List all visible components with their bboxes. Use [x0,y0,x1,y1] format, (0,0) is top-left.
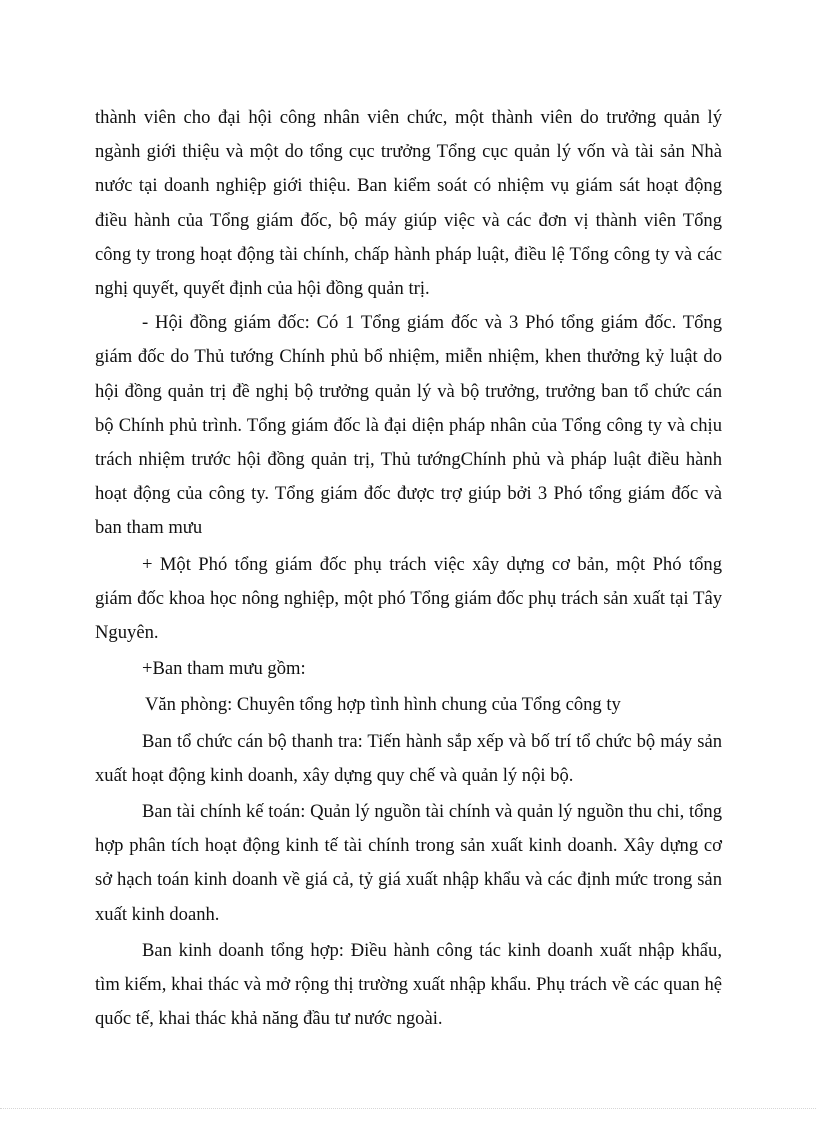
paragraph-ban-kinh-doanh: Ban kinh doanh tổng hợp: Điều hành công tác kinh doanh xuất nhập khẩu, tìm kiếm, khai thác và mở rộng thị trường xuất nhập khẩu. Phụ trách về các quan hệ quốc tế, khai thác khả năng đầu tư nước ngoài. [95,939,722,1030]
document-body [95,101,722,1036]
paragraph-ban-tai-chinh: Ban tài chính kế toán: Quản lý nguồn tài chính và quản lý nguồn thu chi, tổng hợp phân tích hoạt động kinh tế tài chính trong sản xuất kinh doanh. Xây dựng cơ sở hạch toán kinh doanh về giá cả, tỷ giá xuất nhập khẩu và các định mức trong sản xuất kinh doanh. [95,801,722,925]
page-bottom-border [0,1108,816,1109]
paragraph-van-phong: Văn phòng: Chuyên tổng hợp tình hình chung của Tổng công ty [145,694,621,716]
paragraph-pho-tong-giam-doc: + Một Phó tổng giám đốc phụ trách việc xây dựng cơ bản, một Phó tổng giám đốc khoa học nông nghiệp, một phó Tổng giám đốc phụ trách sản xuất tại Tây Nguyên. [95,553,722,644]
paragraph-ban-to-chuc: Ban tổ chức cán bộ thanh tra: Tiến hành sắp xếp và bố trí tổ chức bộ máy sản xuất hoạt động kinh doanh, xây dựng quy chế và quản lý nội bộ. [95,730,722,786]
paragraph-ban-tham-muu-heading: +Ban tham mưu gồm: [142,658,306,680]
paragraph-ban-kiem-soat: thành viên cho đại hội công nhân viên chức, một thành viên do trưởng quản lý ngành giới thiệu và một do tổng cục trưởng Tổng cục quản lý vốn và tài sản Nhà nước tại doanh nghiệp giới thiệu. Ban kiểm soát có nhiệm vụ giám sát hoạt động điều hành của Tổng giám đốc, bộ máy giúp việc và các đơn vị thành viên Tổng công ty trong hoạt động tài chính, chấp hành pháp luật, điều lệ Tổng công ty và các nghị quyết, quyết định của hội đồng quản trị. [95,107,722,300]
paragraph-hoi-dong-giam-doc: - Hội đồng giám đốc: Có 1 Tổng giám đốc và 3 Phó tổng giám đốc. Tổng giám đốc do Thủ tướng Chính phủ bổ nhiệm, miễn nhiệm, khen thưởng kỷ luật do hội đồng quản trị đề nghị bộ trưởng quản lý và bộ trưởng, trưởng ban tổ chức cán bộ Chính phủ trình. Tổng giám đốc là đại diện pháp nhân của Tổng công ty và chịu trách nhiệm trước hội đồng quản trị, Thủ tướngChính phủ và pháp luật điều hành hoạt động của công ty. Tổng giám đốc được trợ giúp bởi 3 Phó tổng giám đốc và ban tham mưu [95,312,722,539]
